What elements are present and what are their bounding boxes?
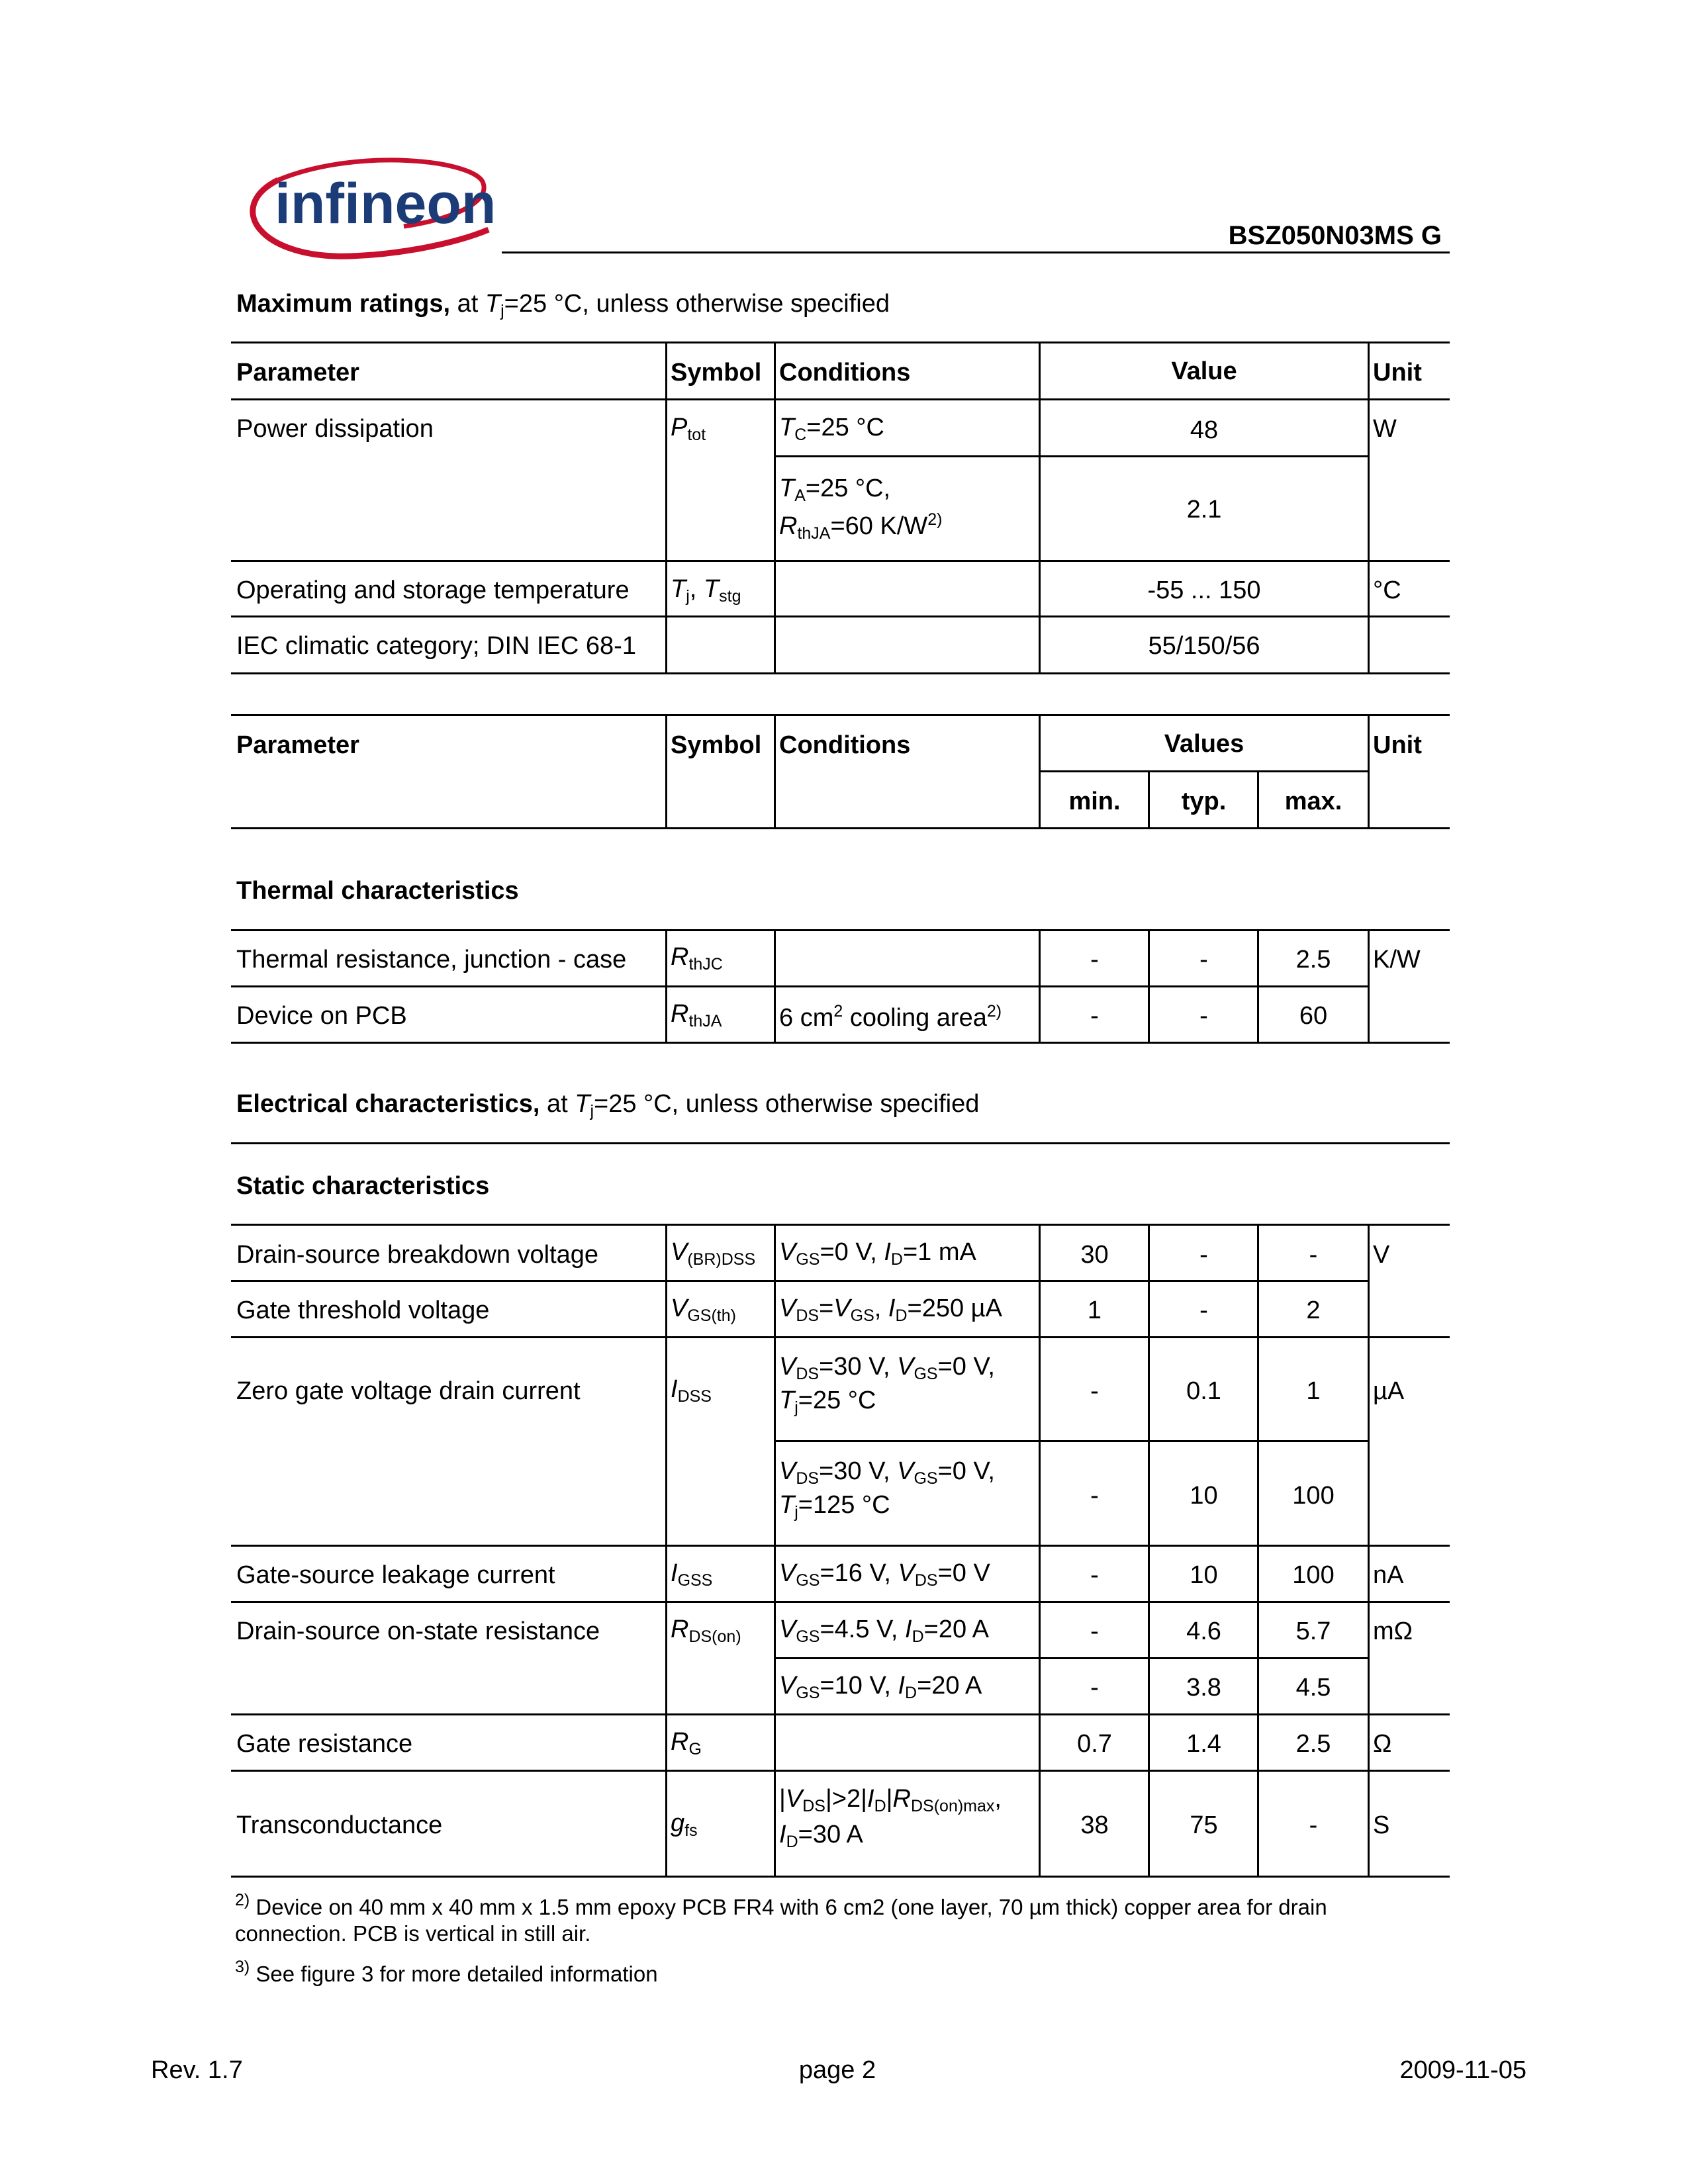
row-idss-cond1-line1: $V_{DS}=30$ V, $V_{GS}=0$ V, bbox=[779, 1353, 995, 1383]
row-rds-r2-max: 4.5 bbox=[1295, 1674, 1331, 1702]
row-idss-parameter: Zero gate voltage drain current bbox=[236, 1377, 581, 1405]
row-rds-parameter: Drain-source on-state resistance bbox=[236, 1617, 600, 1645]
row-idss-r1-max: 1 bbox=[1306, 1377, 1321, 1405]
row-igss-symbol: $I_{GSS}$ bbox=[671, 1559, 713, 1590]
electrical-rule bbox=[231, 1142, 1450, 1144]
row-gfs-parameter: Transconductance bbox=[236, 1811, 443, 1839]
row-bv-typ: - bbox=[1199, 1241, 1208, 1269]
row-idss-cond2-line2: $T_j=125$ °C bbox=[779, 1491, 890, 1522]
row-power-dissipation-symbol: $P_{tot}$ bbox=[671, 414, 706, 444]
footer-date: 2009-11-05 bbox=[1399, 2056, 1526, 2084]
row-bv-condition: $V_{GS}=0$ V, $I_D=1$ mA bbox=[779, 1238, 976, 1269]
row-power-dissipation-parameter: Power dissipation bbox=[236, 415, 434, 443]
row-rthjc-typ: - bbox=[1199, 946, 1208, 974]
char-header-parameter: Parameter bbox=[236, 731, 359, 759]
row-operating-temp-value: -55 ... 150 bbox=[1147, 576, 1261, 604]
footer-rev: Rev. 1.7 bbox=[151, 2056, 243, 2084]
row-rds-r1-typ: 4.6 bbox=[1186, 1617, 1221, 1645]
char-header-values: Values bbox=[1164, 730, 1244, 758]
row-igss-max: 100 bbox=[1292, 1561, 1335, 1589]
footnote-2-cont: connection. PCB is vertical in still air. bbox=[235, 1921, 591, 1946]
row-rds-cond1: $V_{GS}=4.5$ V, $I_D=20$ A bbox=[779, 1615, 989, 1646]
row-igss-typ: 10 bbox=[1190, 1561, 1218, 1589]
row-rthjc-parameter: Thermal resistance, junction - case bbox=[236, 946, 627, 974]
col-header-symbol: Symbol bbox=[671, 359, 762, 387]
row-rg-parameter: Gate resistance bbox=[236, 1730, 413, 1758]
row-rds-symbol: $R_{DS(on)}$ bbox=[671, 1615, 741, 1646]
row-rg-min: 0.7 bbox=[1077, 1730, 1112, 1758]
row-power-dissipation-cond2a: $T_A=25$ °C, bbox=[779, 475, 891, 505]
footer-page: page 2 bbox=[798, 2056, 876, 2084]
electrical-title: Electrical characteristics, at $T_j=25$ °C, unless otherwise specified bbox=[236, 1090, 980, 1120]
row-rthja-max: 60 bbox=[1299, 1002, 1328, 1030]
row-power-dissipation-unit: W bbox=[1373, 415, 1397, 443]
char-header-symbol: Symbol bbox=[671, 731, 762, 759]
row-rthjc-symbol: $R_{thJC}$ bbox=[671, 943, 723, 974]
row-iec-value: 55/150/56 bbox=[1148, 632, 1260, 660]
char-header-conditions: Conditions bbox=[779, 731, 911, 759]
row-idss-r1-typ: 0.1 bbox=[1186, 1377, 1221, 1405]
row-power-dissipation-value2: 2.1 bbox=[1186, 496, 1222, 523]
row-vth-symbol: $V_{GS(th)}$ bbox=[671, 1295, 736, 1325]
row-rds-unit: mΩ bbox=[1373, 1617, 1413, 1645]
row-vth-max: 2 bbox=[1306, 1297, 1321, 1324]
row-igss-parameter: Gate-source leakage current bbox=[236, 1561, 555, 1589]
char-header-min: min. bbox=[1068, 788, 1121, 815]
row-rg-max: 2.5 bbox=[1295, 1730, 1331, 1758]
row-operating-temp-symbol: $T_j$, $T_{stg}$ bbox=[671, 575, 741, 606]
row-idss-unit: µA bbox=[1373, 1377, 1405, 1405]
row-vth-min: 1 bbox=[1087, 1297, 1102, 1324]
row-rthja-typ: - bbox=[1199, 1002, 1208, 1030]
row-power-dissipation-cond1: $T_C=25$ °C bbox=[779, 414, 884, 444]
row-idss-symbol: $I_{DSS}$ bbox=[671, 1375, 712, 1406]
header-rule bbox=[502, 251, 1450, 253]
row-idss-r2-max: 100 bbox=[1292, 1482, 1335, 1510]
row-idss-cond1-line2: $T_j=25$ °C bbox=[779, 1387, 876, 1417]
row-operating-temp-unit: °C bbox=[1373, 576, 1401, 604]
row-idss-r2-typ: 10 bbox=[1190, 1482, 1218, 1510]
row-gfs-symbol: $g_{fs}$ bbox=[671, 1809, 698, 1840]
row-rg-unit: Ω bbox=[1373, 1730, 1392, 1758]
row-power-dissipation-cond2b: $R_{thJA}=60$ $K/W^{2)}$ bbox=[779, 510, 943, 543]
footnote-3: $^{3)}$ See figure 3 for more detailed information bbox=[235, 1958, 658, 1986]
row-rds-r1-max: 5.7 bbox=[1295, 1617, 1331, 1645]
infineon-logo bbox=[238, 154, 493, 263]
char-header-unit: Unit bbox=[1373, 731, 1422, 759]
footnote-2: $^{2)}$ Device on 40 mm x 40 mm x 1.5 mm epoxy PCB FR4 with 6 cm2 (one layer, 70 µm thick) copper area for drain bbox=[235, 1891, 1327, 1919]
row-igss-min: - bbox=[1090, 1561, 1099, 1589]
char-header-max: max. bbox=[1284, 788, 1342, 815]
row-gfs-typ: 75 bbox=[1190, 1811, 1218, 1839]
row-power-dissipation-value1: 48 bbox=[1190, 416, 1219, 444]
char-header-typ: typ. bbox=[1181, 788, 1227, 815]
row-rthja-parameter: Device on PCB bbox=[236, 1002, 407, 1030]
row-igss-unit: nA bbox=[1373, 1561, 1404, 1589]
thermal-title: Thermal characteristics bbox=[236, 877, 519, 905]
row-gfs-cond-line2: $I_D=30$ A bbox=[779, 1821, 863, 1851]
row-rds-r2-typ: 3.8 bbox=[1186, 1674, 1221, 1702]
max-ratings-title: Maximum ratings, at $T_j=25$ °C, unless otherwise specified bbox=[236, 290, 890, 320]
row-rthja-min: - bbox=[1090, 1002, 1099, 1030]
row-rg-symbol: $R_G$ bbox=[671, 1728, 702, 1758]
col-header-unit: Unit bbox=[1373, 359, 1422, 387]
row-operating-temp-parameter: Operating and storage temperature bbox=[236, 576, 630, 604]
row-igss-condition: $V_{GS}=16$ V, $V_{DS}=0$ V bbox=[779, 1559, 990, 1590]
row-rthjc-min: - bbox=[1090, 946, 1099, 974]
row-idss-r1-min: - bbox=[1090, 1377, 1099, 1405]
row-rthjc-unit: K/W bbox=[1373, 946, 1421, 974]
row-bv-max: - bbox=[1309, 1241, 1318, 1269]
part-number: BSZ050N03MS G bbox=[1228, 221, 1442, 250]
row-rds-r1-min: - bbox=[1090, 1617, 1099, 1645]
col-header-conditions: Conditions bbox=[779, 359, 911, 387]
row-bv-unit: V bbox=[1373, 1241, 1390, 1269]
row-bv-parameter: Drain-source breakdown voltage bbox=[236, 1241, 599, 1269]
col-header-value: Value bbox=[1171, 357, 1237, 385]
row-vth-condition: $V_{DS}=V_{GS}$, $I_D=250$ µA bbox=[779, 1295, 1002, 1325]
logo-text: infineon bbox=[275, 172, 493, 236]
row-idss-r2-min: - bbox=[1090, 1482, 1099, 1510]
row-bv-min: 30 bbox=[1080, 1241, 1109, 1269]
row-rthjc-max: 2.5 bbox=[1295, 946, 1331, 974]
row-rthja-condition: 6 $cm^2$ cooling area$^{2)}$ bbox=[779, 1002, 1002, 1032]
row-vth-typ: - bbox=[1199, 1297, 1208, 1324]
row-idss-cond2-line1: $V_{DS}=30$ V, $V_{GS}=0$ V, bbox=[779, 1457, 995, 1488]
row-bv-symbol: $V_{(BR)DSS}$ bbox=[671, 1238, 756, 1269]
row-gfs-unit: S bbox=[1373, 1811, 1390, 1839]
row-rg-typ: 1.4 bbox=[1186, 1730, 1221, 1758]
col-header-parameter: Parameter bbox=[236, 359, 359, 387]
row-rds-r2-min: - bbox=[1090, 1674, 1099, 1702]
row-gfs-max: - bbox=[1309, 1811, 1318, 1839]
row-iec-parameter: IEC climatic category; DIN IEC 68-1 bbox=[236, 632, 636, 660]
static-title: Static characteristics bbox=[236, 1172, 490, 1200]
row-vth-parameter: Gate threshold voltage bbox=[236, 1297, 490, 1324]
row-gfs-min: 38 bbox=[1080, 1811, 1109, 1839]
row-rds-cond2: $V_{GS}=10$ V, $I_D=20$ A bbox=[779, 1672, 982, 1702]
row-gfs-cond-line1: $|V_{DS}|>2|I_D|R_{DS(on)max}$, bbox=[779, 1785, 1002, 1815]
row-rthja-symbol: $R_{thJA}$ bbox=[671, 1000, 722, 1030]
